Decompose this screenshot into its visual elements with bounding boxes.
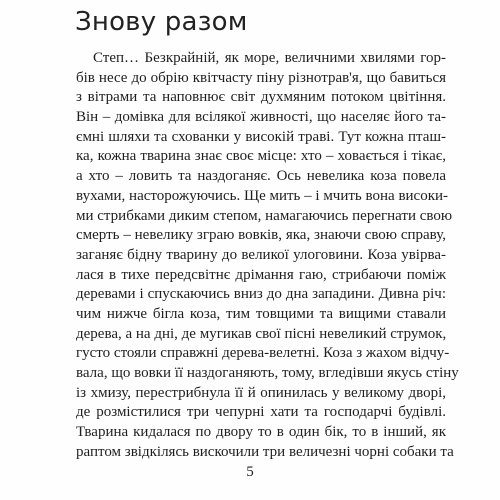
body-text [76, 49, 459, 462]
text-line: раптом звідкілясь вискочили три величезні чорні собаки та [76, 443, 454, 460]
text-line: ка, кожна тварина знає своє місце: хто – ховається і тікає, [76, 148, 446, 165]
text-line: бів несе до обрію квітчасту піну різнотрав'я, що бавиться [76, 69, 446, 86]
text-line: ми стрибками диким степом, намагаючись перегнати свою [76, 207, 453, 224]
text-line: лася в тихе передсвітнє дрімання гаю, стрибаючи поміж [76, 266, 446, 283]
text-line: деревами і спускаючись вниз до дна западини. Дивна річ: [76, 286, 446, 303]
text-line: смерть – невелику зграю вовків, яка, знаючи свою справу, [76, 227, 446, 244]
page-number: 5 [246, 464, 254, 480]
text-line: густо стояли справжні дерева-велетні. Коза з жахом відчу- [76, 345, 450, 362]
text-line: чим нижче бігла коза, тим товщими та вищими ставали [76, 305, 446, 322]
text-line: з вітрами та наповнює світ духмяним потоком цвітіння. [76, 89, 446, 106]
text-line: вухами, насторожуючись. Ще мить – і мчить вона високи- [76, 187, 449, 204]
text-line: із хмизу, перестрибнула її й опинилась у великому дворі, [76, 384, 446, 401]
text-line: Степ… Безкрайній, як море, величними хвилями гор- [93, 50, 446, 66]
chapter-title: Знову разом [75, 7, 248, 37]
text-line: заганяє бідну тварину до великої улоговини. Коза увірва- [76, 246, 446, 263]
text-line: Тварина кидалася по двору то в один бік, то в інший, як [76, 424, 446, 441]
text-line: ємні шляхи та схованки у високій траві. Тут кожна пташ- [76, 128, 446, 145]
text-line: а хто – ловить та наздоганяє. Ось невелика коза повела [76, 168, 446, 185]
text-line: дерева, а на дні, де мугикав свої пісні невеликий струмок, [76, 325, 447, 342]
text-line: Він – домівка для всілякої живності, що населяє його та- [76, 109, 446, 126]
text-line: вала, що вовки її наздоганяють, тому, вгледівши якусь стіну [76, 365, 459, 381]
text-line: де розмістилися три чепурні хати та господарчі будівлі. [76, 404, 446, 421]
